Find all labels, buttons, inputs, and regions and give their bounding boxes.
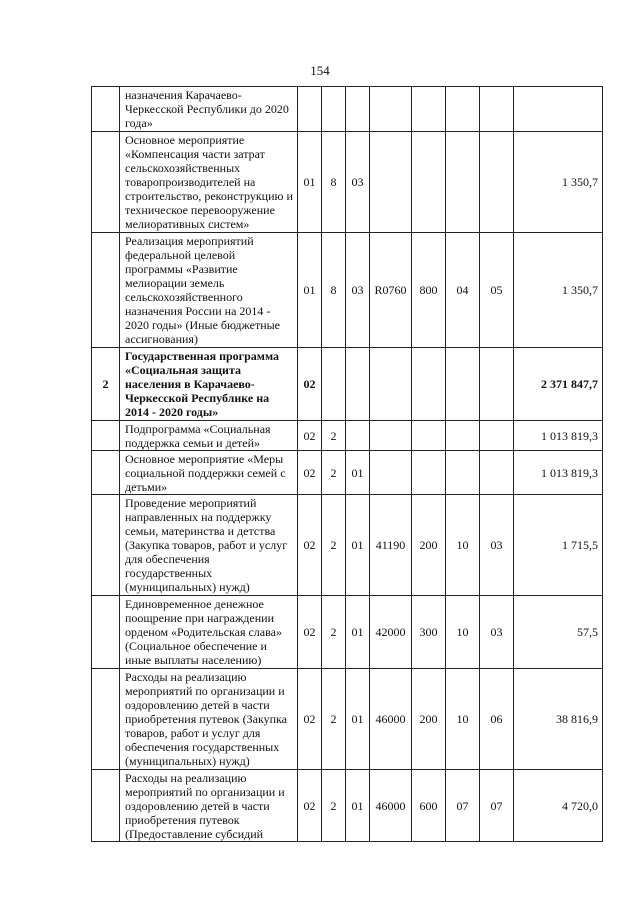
code-measure [346,87,370,132]
code-expense-type [412,421,446,451]
row-number [92,132,120,233]
code-program: 02 [298,669,322,770]
code-direction: 41190 [370,495,412,596]
code-expense-type: 300 [412,596,446,669]
code-expense-type [412,451,446,495]
code-subsection [480,421,514,451]
table-row [92,233,603,348]
code-direction [370,421,412,451]
budget-table [91,86,603,842]
code-subprogram [322,87,346,132]
code-program: 02 [298,596,322,669]
table-row [92,770,603,842]
code-subsection: 07 [480,770,514,842]
code-direction [370,451,412,495]
code-program: 01 [298,132,322,233]
table-row [92,495,603,596]
code-subsection [480,87,514,132]
code-subprogram: 8 [322,132,346,233]
code-subprogram [322,348,346,421]
code-direction: 46000 [370,669,412,770]
row-number [92,233,120,348]
code-subprogram: 2 [322,770,346,842]
row-amount: 1 715,5 [514,495,603,596]
row-name: Единовременное денежное поощрение при награждении орденом «Родительская слава» (Социальное обеспечение и иные выплаты населению) [120,596,298,669]
row-name: Государственная программа «Социальная защита населения в Карачаево-Черкесской Республике на 2014 - 2020 годы» [120,348,298,421]
code-program: 02 [298,770,322,842]
row-amount: 1 350,7 [514,233,603,348]
row-name: Расходы на реализацию мероприятий по организации и оздоровлению детей в части приобретения путевок (Предоставление субсидий [120,770,298,842]
row-amount: 2 371 847,7 [514,348,603,421]
table-row [92,132,603,233]
code-subsection: 03 [480,495,514,596]
code-direction [370,348,412,421]
code-section [446,87,480,132]
code-subsection [480,451,514,495]
row-number [92,451,120,495]
row-number [92,421,120,451]
row-name: Проведение мероприятий направленных на поддержку семьи, материнства и детства (Закупка товаров, работ и услуг для обеспечения государственных (муниципальных) нужд) [120,495,298,596]
code-expense-type: 200 [412,669,446,770]
row-amount: 57,5 [514,596,603,669]
row-name: Основное мероприятие «Компенсация части затрат сельскохозяйственных товаропроизводителей на строительство, реконструкцию и техническое перевооружение мелиоративных систем» [120,132,298,233]
code-subprogram: 2 [322,421,346,451]
table-row [92,421,603,451]
code-expense-type [412,87,446,132]
code-subprogram: 2 [322,669,346,770]
row-number [92,770,120,842]
code-subsection: 03 [480,596,514,669]
code-direction [370,87,412,132]
code-program: 02 [298,451,322,495]
table-row [92,669,603,770]
code-expense-type [412,348,446,421]
code-measure: 01 [346,451,370,495]
row-name: Расходы на реализацию мероприятий по организации и оздоровлению детей в части приобретения путевок (Закупка товаров, работ и услуг для обеспечения государственных (муниципальных) нужд) [120,669,298,770]
code-section: 10 [446,596,480,669]
code-direction: 46000 [370,770,412,842]
row-number [92,87,120,132]
code-subprogram: 2 [322,596,346,669]
code-subsection [480,132,514,233]
code-direction: R0760 [370,233,412,348]
row-name: Реализация мероприятий федеральной целевой программы «Развитие мелиорации земель сельскохозяйственного назначения России на 2014 - 2020 годы» (Иные бюджетные ассигнования) [120,233,298,348]
code-subsection: 05 [480,233,514,348]
page-number: 154 [310,63,330,78]
code-measure: 03 [346,132,370,233]
code-section: 10 [446,495,480,596]
row-amount: 1 350,7 [514,132,603,233]
code-measure: 01 [346,669,370,770]
code-program: 02 [298,495,322,596]
code-program: 02 [298,348,322,421]
row-number: 2 [92,348,120,421]
code-expense-type [412,132,446,233]
code-expense-type: 200 [412,495,446,596]
code-section [446,348,480,421]
code-section: 07 [446,770,480,842]
code-section: 04 [446,233,480,348]
row-amount [514,87,603,132]
code-subprogram: 8 [322,233,346,348]
code-subprogram: 2 [322,451,346,495]
code-measure: 01 [346,495,370,596]
row-number [92,495,120,596]
code-measure [346,421,370,451]
code-measure: 03 [346,233,370,348]
table-row [92,87,603,132]
code-subprogram: 2 [322,495,346,596]
row-number [92,669,120,770]
code-direction: 42000 [370,596,412,669]
code-section: 10 [446,669,480,770]
table-row [92,596,603,669]
table-row [92,451,603,495]
code-measure: 01 [346,770,370,842]
code-program [298,87,322,132]
table-row [92,348,603,421]
row-name: Основное мероприятие «Меры социальной поддержки семей с детьми» [120,451,298,495]
code-program: 01 [298,233,322,348]
code-direction [370,132,412,233]
code-section [446,132,480,233]
code-program: 02 [298,421,322,451]
row-name: назначения Карачаево-Черкесской Республики до 2020 года» [120,87,298,132]
code-measure [346,348,370,421]
row-amount: 4 720,0 [514,770,603,842]
row-amount: 1 013 819,3 [514,421,603,451]
row-amount: 1 013 819,3 [514,451,603,495]
code-section [446,451,480,495]
code-expense-type: 600 [412,770,446,842]
row-name: Подпрограмма «Социальная поддержка семьи и детей» [120,421,298,451]
code-subsection: 06 [480,669,514,770]
code-measure: 01 [346,596,370,669]
code-expense-type: 800 [412,233,446,348]
row-amount: 38 816,9 [514,669,603,770]
code-section [446,421,480,451]
code-subsection [480,348,514,421]
row-number [92,596,120,669]
